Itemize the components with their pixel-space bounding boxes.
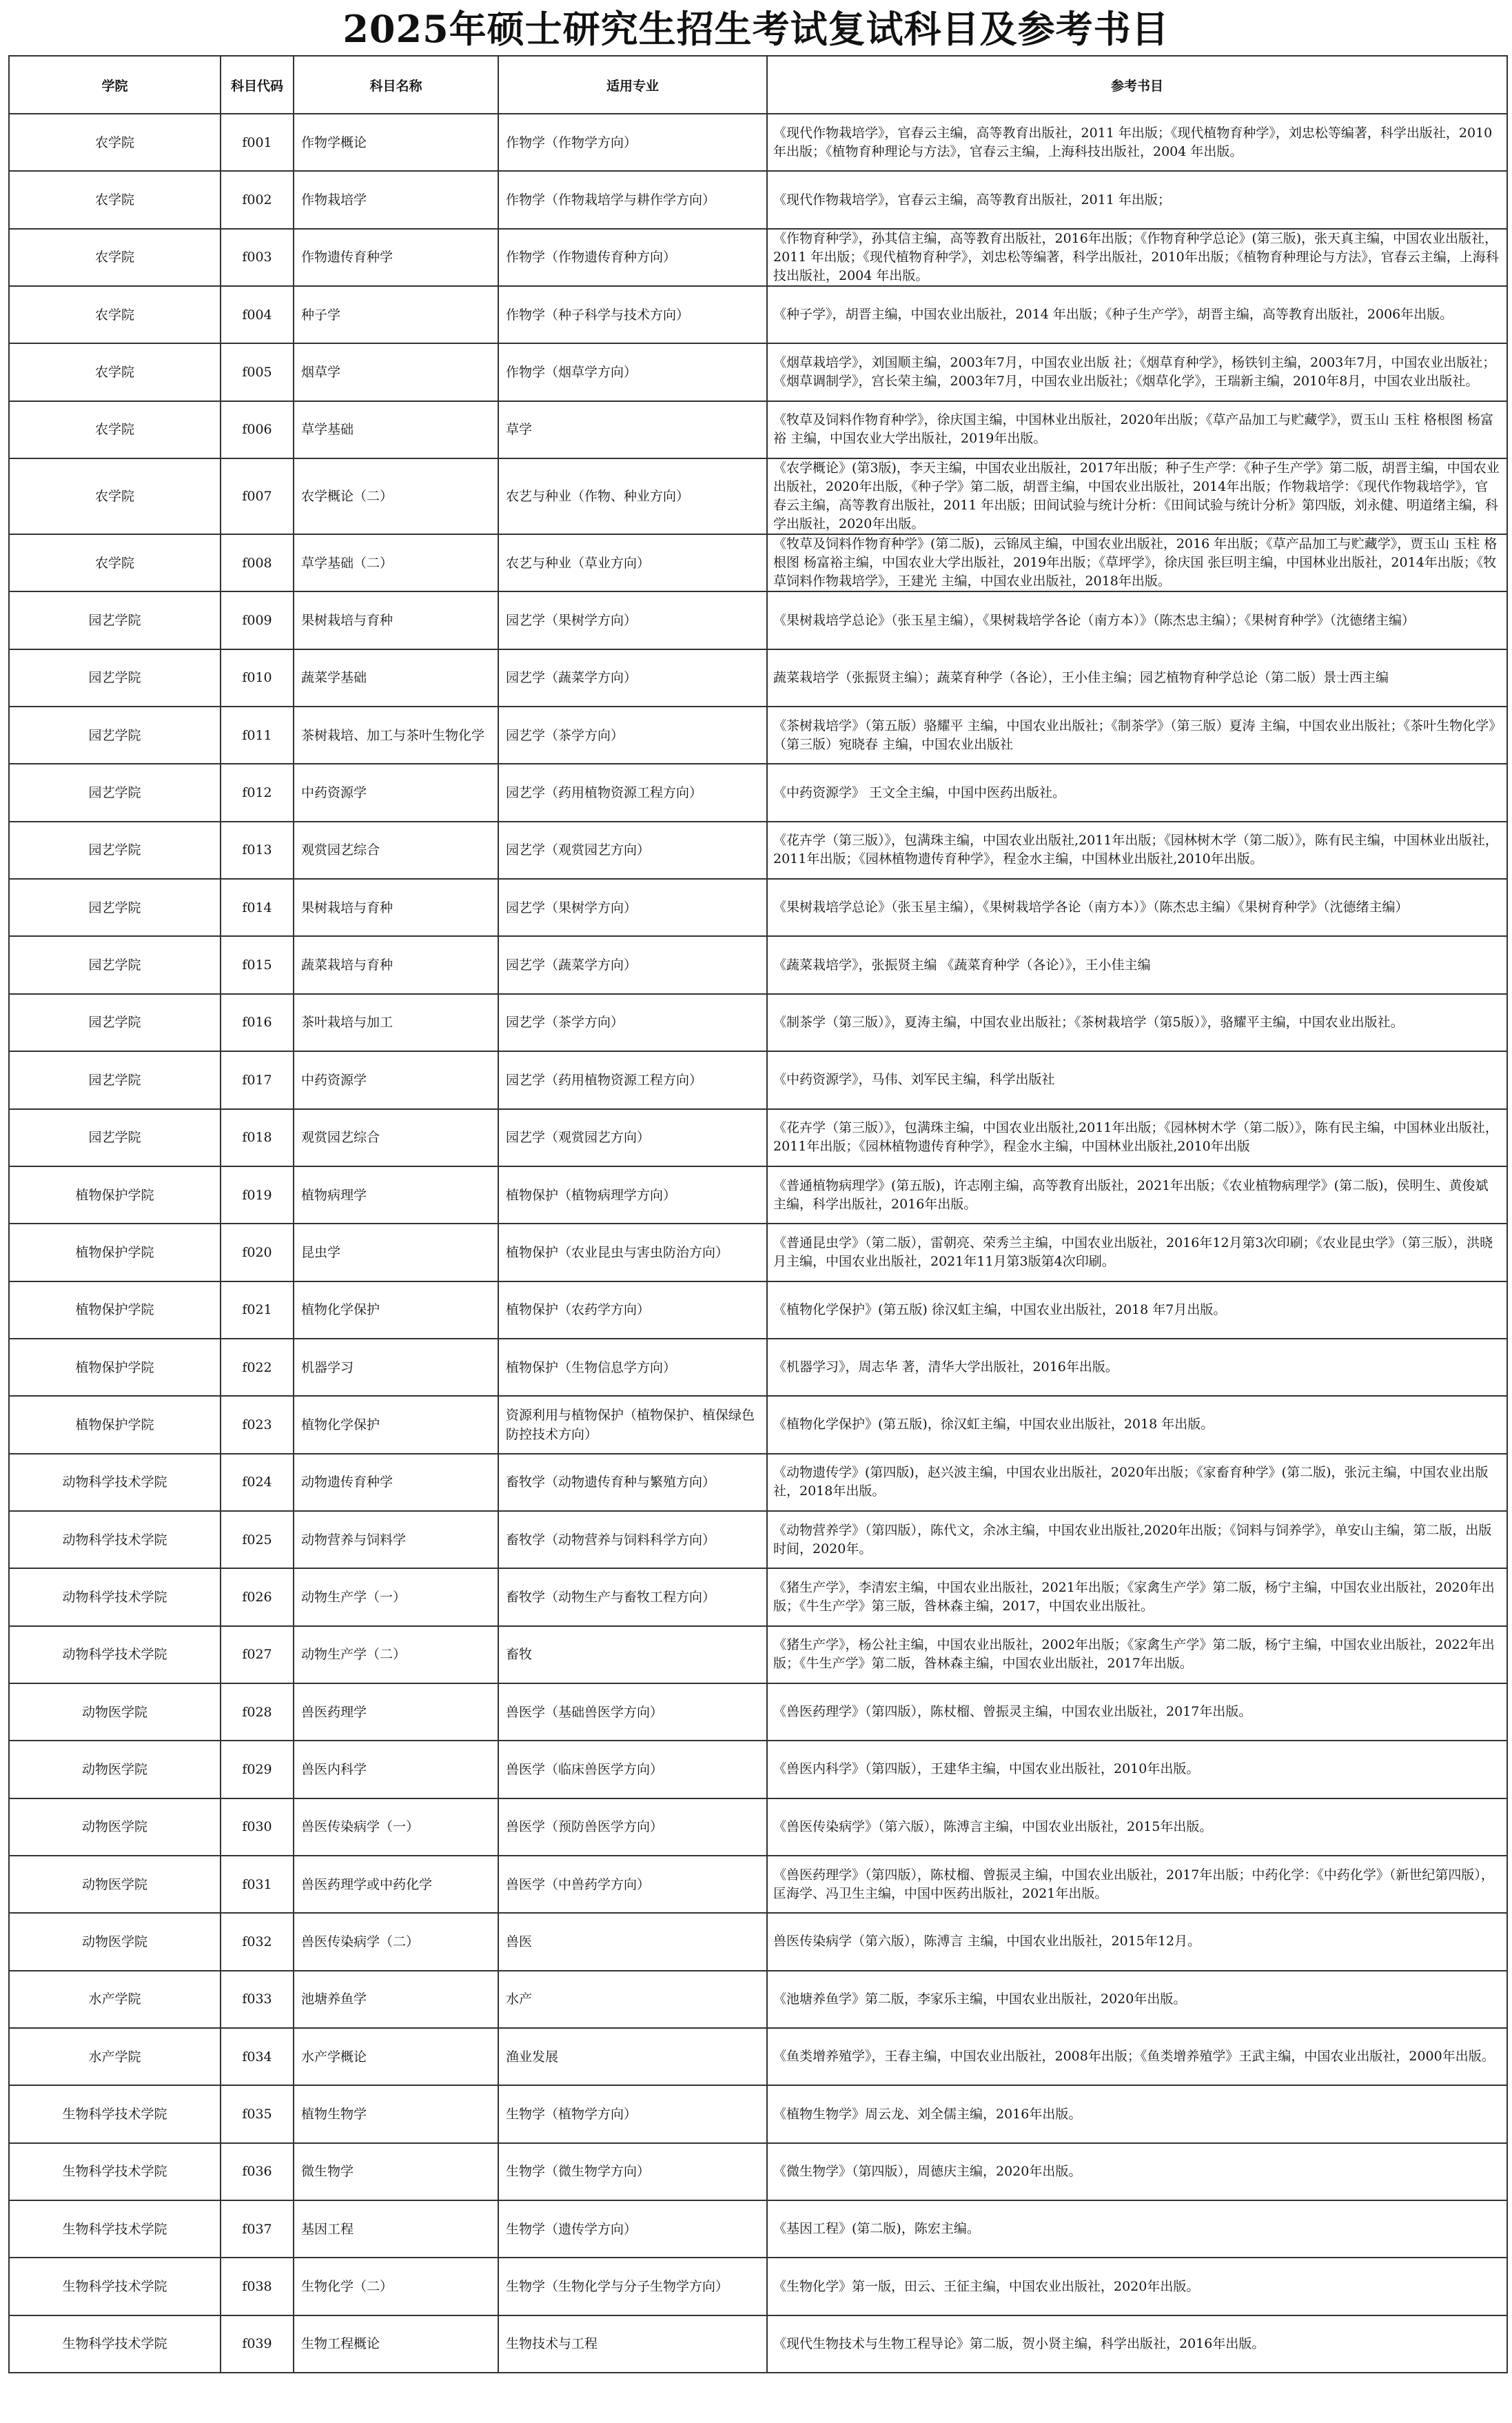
major-cell: 园艺学（蔬菜学方向） — [498, 649, 767, 707]
table-row — [9, 1281, 1507, 1339]
reference-books-cell: 《普通植物病理学》(第五版)，许志刚主编，高等教育出版社，2021年出版；《农业植物病理学》(第二版)，侯明生、黄俊斌主编，科学出版社，2016年出版。 — [767, 1166, 1507, 1224]
table-row — [9, 401, 1507, 458]
subject-code-cell: f015 — [221, 936, 294, 993]
college-cell: 动物科学技术学院 — [9, 1454, 221, 1511]
table-row — [9, 1971, 1507, 2028]
subject-code-cell: f035 — [221, 2085, 294, 2142]
subject-code-cell: f007 — [221, 458, 294, 534]
subject-name-cell: 兽医内科学 — [294, 1741, 498, 1798]
college-cell: 植物保护学院 — [9, 1166, 221, 1224]
major-cell: 园艺学（药用植物资源工程方向） — [498, 1051, 767, 1108]
major-cell: 兽医学（临床兽医学方向） — [498, 1741, 767, 1798]
reference-books-cell: 《果树栽培学总论》（张玉星主编），《果树栽培学各论（南方本）》（陈杰忠主编）《果树育种学》（沈德绪主编） — [767, 879, 1507, 936]
major-cell: 兽医学（基础兽医学方向） — [498, 1683, 767, 1741]
college-cell: 动物科学技术学院 — [9, 1511, 221, 1568]
subject-code-cell: f039 — [221, 2315, 294, 2373]
subject-name-cell: 蔬菜栽培与育种 — [294, 936, 498, 993]
major-cell: 园艺学（果树学方向） — [498, 591, 767, 649]
table-row — [9, 1568, 1507, 1625]
reference-books-cell: 《中药资源学》 王文全主编，中国中医药出版社。 — [767, 764, 1507, 821]
major-cell: 生物学（植物学方向） — [498, 2085, 767, 2142]
header-college: 学院 — [9, 56, 221, 114]
subject-name-cell: 动物遗传育种学 — [294, 1454, 498, 1511]
subject-name-cell: 兽医药理学或中药化学 — [294, 1856, 498, 1913]
reference-books-cell: 《茶树栽培学》（第五版）骆耀平 主编，中国农业出版社；《制茶学》（第三版）夏涛 主编，中国农业出版社；《茶叶生物化学》（第三版）宛晓春 主编，中国农业出版社 — [767, 707, 1507, 764]
college-cell: 动物医学院 — [9, 1683, 221, 1741]
table-row — [9, 2258, 1507, 2315]
reference-books-cell: 蔬菜栽培学（张振贤主编）；蔬菜育种学（各论），王小佳主编；园艺植物育种学总论（第二版）景士西主编 — [767, 649, 1507, 707]
college-cell: 动物医学院 — [9, 1856, 221, 1913]
college-cell: 农学院 — [9, 114, 221, 171]
subject-code-cell: f029 — [221, 1741, 294, 1798]
reference-books-cell: 《植物化学保护》(第五版) 徐汉虹主编，中国农业出版社，2018 年7月出版。 — [767, 1281, 1507, 1339]
reference-books-cell: 《制茶学（第三版）》，夏涛主编，中国农业出版社；《茶树栽培学（第5版）》，骆耀平主编，中国农业出版社。 — [767, 994, 1507, 1051]
major-cell: 作物学（种子科学与技术方向） — [498, 286, 767, 343]
table-row — [9, 2200, 1507, 2258]
reference-books-cell: 《兽医药理学》（第四版），陈杖榴、曾振灵主编，中国农业出版社，2017年出版。 — [767, 1683, 1507, 1741]
reference-books-cell: 《现代生物技术与生物工程导论》第二版，贺小贤主编，科学出版社，2016年出版。 — [767, 2315, 1507, 2373]
subject-code-cell: f008 — [221, 534, 294, 591]
major-cell: 资源利用与植物保护（植物保护、植保绿色防控技术方向） — [498, 1396, 767, 1453]
major-cell: 畜牧学（动物生产与畜牧工程方向） — [498, 1568, 767, 1625]
subject-code-cell: f033 — [221, 1971, 294, 2028]
subject-name-cell: 池塘养鱼学 — [294, 1971, 498, 2028]
table-row — [9, 1798, 1507, 1856]
table-header-row — [9, 56, 1507, 114]
college-cell: 植物保护学院 — [9, 1339, 221, 1396]
reference-books-cell: 《农学概论》(第3版)，李天主编，中国农业出版社，2017年出版；种子生产学：《种子生产学》第二版，胡晋主编，中国农业出版社，2020年出版，《种子学》第二版，胡晋主编，中国农业出版社，2014年出版；作物栽培学：《现代作物栽培学》，官春云主编，高等教育出版社，2011 年出版；田间试验与统计分析：《田间试验与统计分析》第四版，刘永健、明道绪主编，科学出版社，2020年出版。 — [767, 458, 1507, 534]
college-cell: 农学院 — [9, 229, 221, 286]
table-body — [9, 114, 1507, 2373]
college-cell: 园艺学院 — [9, 879, 221, 936]
college-cell: 生物科学技术学院 — [9, 2258, 221, 2315]
major-cell: 兽医学（中兽药学方向） — [498, 1856, 767, 1913]
reference-books-cell: 《牧草及饲料作物育种学》(第二版)，云锦凤主编，中国农业出版社，2016 年出版；《草产品加工与贮藏学》，贾玉山 玉柱 格根图 杨富裕主编，中国农业大学出版社，2019年出版；《草坪学》，徐庆国 张巨明主编，中国林业出版社，2014年出版；《牧草饲料作物栽培学》，王建光 主编，中国农业出版社，2018年出版。 — [767, 534, 1507, 591]
table-row — [9, 171, 1507, 228]
subject-code-cell: f011 — [221, 707, 294, 764]
subject-name-cell: 动物营养与饲料学 — [294, 1511, 498, 1568]
subject-name-cell: 兽医药理学 — [294, 1683, 498, 1741]
subject-code-cell: f019 — [221, 1166, 294, 1224]
subject-code-cell: f020 — [221, 1224, 294, 1281]
major-cell: 园艺学（观赏园艺方向） — [498, 1109, 767, 1166]
reference-books-cell: 《微生物学》（第四版），周德庆主编，2020年出版。 — [767, 2143, 1507, 2200]
major-cell: 作物学（作物学方向） — [498, 114, 767, 171]
reference-table — [8, 55, 1508, 2373]
college-cell: 农学院 — [9, 171, 221, 228]
subject-name-cell: 动物生产学（二） — [294, 1626, 498, 1683]
table-row — [9, 936, 1507, 993]
college-cell: 水产学院 — [9, 1971, 221, 2028]
subject-name-cell: 植物生物学 — [294, 2085, 498, 2142]
reference-books-cell: 《蔬菜栽培学》，张振贤主编 《蔬菜育种学（各论）》，王小佳主编 — [767, 936, 1507, 993]
table-row — [9, 2085, 1507, 2142]
reference-books-cell: 《池塘养鱼学》第二版，李家乐主编，中国农业出版社，2020年出版。 — [767, 1971, 1507, 2028]
subject-name-cell: 植物化学保护 — [294, 1281, 498, 1339]
subject-name-cell: 茶叶栽培与加工 — [294, 994, 498, 1051]
reference-books-cell: 《兽医传染病学》（第六版），陈溥言主编，中国农业出版社，2015年出版。 — [767, 1798, 1507, 1856]
college-cell: 生物科学技术学院 — [9, 2085, 221, 2142]
major-cell: 园艺学（茶学方向） — [498, 994, 767, 1051]
major-cell: 作物学（烟草学方向） — [498, 343, 767, 401]
major-cell: 植物保护（生物信息学方向） — [498, 1339, 767, 1396]
subject-name-cell: 果树栽培与育种 — [294, 879, 498, 936]
subject-name-cell: 蔬菜学基础 — [294, 649, 498, 707]
subject-name-cell: 兽医传染病学（二） — [294, 1913, 498, 1970]
major-cell: 草学 — [498, 401, 767, 458]
table-row — [9, 1339, 1507, 1396]
reference-books-cell: 《动物遗传学》(第四版)，赵兴波主编，中国农业出版社，2020年出版；《家畜育种学》(第二版)，张沅主编，中国农业出版社，2018年出版。 — [767, 1454, 1507, 1511]
college-cell: 园艺学院 — [9, 649, 221, 707]
table-row — [9, 1913, 1507, 1970]
table-row — [9, 534, 1507, 591]
reference-books-cell: 《兽医内科学》（第四版），王建华主编，中国农业出版社，2010年出版。 — [767, 1741, 1507, 1798]
table-row — [9, 649, 1507, 707]
subject-name-cell: 烟草学 — [294, 343, 498, 401]
subject-code-cell: f004 — [221, 286, 294, 343]
table-row — [9, 1051, 1507, 1108]
college-cell: 动物医学院 — [9, 1741, 221, 1798]
college-cell: 园艺学院 — [9, 822, 221, 879]
subject-name-cell: 机器学习 — [294, 1339, 498, 1396]
college-cell: 动物医学院 — [9, 1913, 221, 1970]
subject-code-cell: f036 — [221, 2143, 294, 2200]
subject-code-cell: f025 — [221, 1511, 294, 1568]
reference-books-cell: 兽医传染病学（第六版），陈溥言 主编，中国农业出版社，2015年12月。 — [767, 1913, 1507, 1970]
college-cell: 农学院 — [9, 534, 221, 591]
table-row — [9, 707, 1507, 764]
table-row — [9, 2028, 1507, 2085]
table-row — [9, 1396, 1507, 1453]
subject-code-cell: f014 — [221, 879, 294, 936]
table-row — [9, 822, 1507, 879]
header-major: 适用专业 — [498, 56, 767, 114]
table-row — [9, 114, 1507, 171]
major-cell: 植物保护（植物病理学方向） — [498, 1166, 767, 1224]
subject-code-cell: f024 — [221, 1454, 294, 1511]
table-row — [9, 1454, 1507, 1511]
reference-books-cell: 《果树栽培学总论》（张玉星主编），《果树栽培学各论（南方本）》（陈杰忠主编）；《果树育种学》（沈德绪主编） — [767, 591, 1507, 649]
subject-code-cell: f027 — [221, 1626, 294, 1683]
table-row — [9, 1856, 1507, 1913]
major-cell: 园艺学（观赏园艺方向） — [498, 822, 767, 879]
college-cell: 园艺学院 — [9, 1051, 221, 1108]
table-row — [9, 994, 1507, 1051]
major-cell: 生物学（微生物学方向） — [498, 2143, 767, 2200]
college-cell: 园艺学院 — [9, 764, 221, 821]
major-cell: 生物学（遗传学方向） — [498, 2200, 767, 2258]
college-cell: 动物科学技术学院 — [9, 1568, 221, 1625]
major-cell: 植物保护（农药学方向） — [498, 1281, 767, 1339]
college-cell: 生物科学技术学院 — [9, 2143, 221, 2200]
table-row — [9, 458, 1507, 534]
table-row — [9, 286, 1507, 343]
subject-name-cell: 中药资源学 — [294, 764, 498, 821]
reference-books-cell: 《种子学》，胡晋主编，中国农业出版社，2014 年出版；《种子生产学》，胡晋主编，高等教育出版社，2006年出版。 — [767, 286, 1507, 343]
subject-name-cell: 中药资源学 — [294, 1051, 498, 1108]
subject-name-cell: 茶树栽培、加工与茶叶生物化学 — [294, 707, 498, 764]
college-cell: 植物保护学院 — [9, 1396, 221, 1453]
reference-books-cell: 《作物育种学》，孙其信主编，高等教育出版社，2016年出版；《作物育种学总论》(第三版)，张天真主编，中国农业出版社，2011 年出版；《现代植物育种学》，刘忠松等编著，科学出版社，2010年出版；《植物育种理论与方法》，官春云主编，上海科技出版社，2004 年出版。 — [767, 229, 1507, 286]
reference-books-cell: 《兽医药理学》（第四版），陈杖榴、曾振灵主编，中国农业出版社，2017年出版；中药化学：《中药化学》（新世纪第四版），匡海学、冯卫生主编，中国中医药出版社，2021年出版。 — [767, 1856, 1507, 1913]
subject-name-cell: 生物工程概论 — [294, 2315, 498, 2373]
table-row — [9, 1626, 1507, 1683]
reference-books-cell: 《植物生物学》周云龙、刘全儒主编，2016年出版。 — [767, 2085, 1507, 2142]
subject-name-cell: 动物生产学（一） — [294, 1568, 498, 1625]
reference-books-cell: 《花卉学（第三版）》，包满珠主编，中国农业出版社,2011年出版；《园林树木学（第二版）》，陈有民主编，中国林业出版社，2011年出版；《园林植物遗传育种学》，程金水主编，中国林业出版社,2010年出版。 — [767, 822, 1507, 879]
subject-name-cell: 作物遗传育种学 — [294, 229, 498, 286]
college-cell: 植物保护学院 — [9, 1224, 221, 1281]
table-row — [9, 2143, 1507, 2200]
subject-code-cell: f017 — [221, 1051, 294, 1108]
college-cell: 水产学院 — [9, 2028, 221, 2085]
subject-name-cell: 水产学概论 — [294, 2028, 498, 2085]
table-row — [9, 1511, 1507, 1568]
subject-code-cell: f034 — [221, 2028, 294, 2085]
major-cell: 作物学（作物栽培学与耕作学方向） — [498, 171, 767, 228]
subject-code-cell: f031 — [221, 1856, 294, 1913]
subject-name-cell: 基因工程 — [294, 2200, 498, 2258]
major-cell: 畜牧学（动物营养与饲料科学方向） — [498, 1511, 767, 1568]
table-row — [9, 2315, 1507, 2373]
college-cell: 生物科学技术学院 — [9, 2200, 221, 2258]
subject-code-cell: f012 — [221, 764, 294, 821]
subject-code-cell: f021 — [221, 1281, 294, 1339]
subject-name-cell: 作物栽培学 — [294, 171, 498, 228]
table-row — [9, 1683, 1507, 1741]
subject-code-cell: f030 — [221, 1798, 294, 1856]
reference-books-cell: 《普通昆虫学》（第二版），雷朝亮、荣秀兰主编，中国农业出版社，2016年12月第3次印刷；《农业昆虫学》（第三版），洪晓月主编，中国农业出版社，2021年11月第3版第4次印刷。 — [767, 1224, 1507, 1281]
subject-name-cell: 草学基础 — [294, 401, 498, 458]
subject-code-cell: f010 — [221, 649, 294, 707]
college-cell: 园艺学院 — [9, 707, 221, 764]
college-cell: 农学院 — [9, 458, 221, 534]
subject-code-cell: f001 — [221, 114, 294, 171]
subject-name-cell: 观赏园艺综合 — [294, 1109, 498, 1166]
subject-code-cell: f038 — [221, 2258, 294, 2315]
major-cell: 生物技术与工程 — [498, 2315, 767, 2373]
subject-code-cell: f018 — [221, 1109, 294, 1166]
major-cell: 畜牧学（动物遗传育种与繁殖方向） — [498, 1454, 767, 1511]
college-cell: 动物医学院 — [9, 1798, 221, 1856]
subject-name-cell: 植物病理学 — [294, 1166, 498, 1224]
reference-books-cell: 《基因工程》(第二版)，陈宏主编。 — [767, 2200, 1507, 2258]
header-subject-code: 科目代码 — [221, 56, 294, 114]
subject-code-cell: f032 — [221, 1913, 294, 1970]
subject-name-cell: 生物化学（二） — [294, 2258, 498, 2315]
major-cell: 园艺学（药用植物资源工程方向） — [498, 764, 767, 821]
page-title: 2025年硕士研究生招生考试复试科目及参考书目 — [343, 7, 1169, 51]
major-cell: 兽医 — [498, 1913, 767, 1970]
table-row — [9, 591, 1507, 649]
reference-books-cell: 《花卉学（第三版）》，包满珠主编，中国农业出版社,2011年出版；《园林树木学（第二版）》，陈有民主编，中国林业出版社，2011年出版；《园林植物遗传育种学》，程金水主编，中国林业出版社,2010年出版 — [767, 1109, 1507, 1166]
major-cell: 农艺与种业（作物、种业方向） — [498, 458, 767, 534]
reference-books-cell: 《烟草栽培学》，刘国顺主编，2003年7月，中国农业出版 社；《烟草育种学》，杨铁钊主编，2003年7月，中国农业出版社；《烟草调制学》，宫长荣主编，2003年7月，中国农业出版社；《烟草化学》，王瑞新主编，2010年8月，中国农业出版社。 — [767, 343, 1507, 401]
college-cell: 园艺学院 — [9, 591, 221, 649]
table-row — [9, 343, 1507, 401]
college-cell: 园艺学院 — [9, 994, 221, 1051]
college-cell: 农学院 — [9, 401, 221, 458]
major-cell: 园艺学（果树学方向） — [498, 879, 767, 936]
reference-books-cell: 《中药资源学》，马伟、刘军民主编，科学出版社 — [767, 1051, 1507, 1108]
reference-books-cell: 《鱼类增养殖学》，王春主编，中国农业出版社，2008年出版；《鱼类增养殖学》王武主编，中国农业出版社，2000年出版。 — [767, 2028, 1507, 2085]
college-cell: 动物科学技术学院 — [9, 1626, 221, 1683]
subject-name-cell: 昆虫学 — [294, 1224, 498, 1281]
subject-code-cell: f003 — [221, 229, 294, 286]
major-cell: 畜牧 — [498, 1626, 767, 1683]
subject-name-cell: 植物化学保护 — [294, 1396, 498, 1453]
subject-name-cell: 果树栽培与育种 — [294, 591, 498, 649]
header-subject-name: 科目名称 — [294, 56, 498, 114]
table-row — [9, 1166, 1507, 1224]
table-row — [9, 879, 1507, 936]
reference-books-cell: 《猪生产学》，杨公社主编，中国农业出版社，2002年出版；《家禽生产学》第二版，杨宁主编，中国农业出版社，2022年出版；《牛生产学》第二版，昝林森主编，中国农业出版社，2017年出版。 — [767, 1626, 1507, 1683]
subject-code-cell: f002 — [221, 171, 294, 228]
college-cell: 园艺学院 — [9, 1109, 221, 1166]
college-cell: 农学院 — [9, 343, 221, 401]
major-cell: 渔业发展 — [498, 2028, 767, 2085]
subject-name-cell: 兽医传染病学（一） — [294, 1798, 498, 1856]
table-row — [9, 1109, 1507, 1166]
reference-books-cell: 《猪生产学》，李清宏主编，中国农业出版社，2021年出版；《家禽生产学》第二版，杨宁主编，中国农业出版社，2020年出版；《牛生产学》第三版，昝林森主编，2017，中国农业出版社。 — [767, 1568, 1507, 1625]
subject-name-cell: 作物学概论 — [294, 114, 498, 171]
college-cell: 生物科学技术学院 — [9, 2315, 221, 2373]
college-cell: 园艺学院 — [9, 936, 221, 993]
subject-code-cell: f022 — [221, 1339, 294, 1396]
header-reference-books: 参考书目 — [767, 56, 1507, 114]
reference-books-cell: 《现代作物栽培学》，官春云主编，高等教育出版社，2011 年出版； — [767, 171, 1507, 228]
subject-code-cell: f005 — [221, 343, 294, 401]
reference-books-cell: 《现代作物栽培学》，官春云主编，高等教育出版社，2011 年出版；《现代植物育种学》，刘忠松等编著，科学出版社，2010年出版；《植物育种理论与方法》，官春云主编，上海科技出版社，2004 年出版。 — [767, 114, 1507, 171]
subject-code-cell: f028 — [221, 1683, 294, 1741]
major-cell: 园艺学（茶学方向） — [498, 707, 767, 764]
college-cell: 植物保护学院 — [9, 1281, 221, 1339]
subject-name-cell: 草学基础（二） — [294, 534, 498, 591]
major-cell: 农艺与种业（草业方向） — [498, 534, 767, 591]
major-cell: 生物学（生物化学与分子生物学方向） — [498, 2258, 767, 2315]
subject-code-cell: f009 — [221, 591, 294, 649]
subject-code-cell: f026 — [221, 1568, 294, 1625]
major-cell: 作物学（作物遗传育种方向） — [498, 229, 767, 286]
table-row — [9, 764, 1507, 821]
reference-books-cell: 《牧草及饲料作物育种学》，徐庆国主编，中国林业出版社，2020年出版；《草产品加工与贮藏学》，贾玉山 玉柱 格根图 杨富裕 主编，中国农业大学出版社，2019年出版。 — [767, 401, 1507, 458]
table-row — [9, 1741, 1507, 1798]
subject-code-cell: f016 — [221, 994, 294, 1051]
reference-books-cell: 《生物化学》第一版，田云、王征主编，中国农业出版社，2020年出版。 — [767, 2258, 1507, 2315]
table-row — [9, 229, 1507, 286]
reference-books-cell: 《机器学习》，周志华 著，清华大学出版社，2016年出版。 — [767, 1339, 1507, 1396]
subject-name-cell: 观赏园艺综合 — [294, 822, 498, 879]
subject-name-cell: 种子学 — [294, 286, 498, 343]
table-row — [9, 1224, 1507, 1281]
major-cell: 园艺学（蔬菜学方向） — [498, 936, 767, 993]
major-cell: 兽医学（预防兽医学方向） — [498, 1798, 767, 1856]
subject-name-cell: 微生物学 — [294, 2143, 498, 2200]
major-cell: 植物保护（农业昆虫与害虫防治方向） — [498, 1224, 767, 1281]
subject-code-cell: f013 — [221, 822, 294, 879]
subject-code-cell: f037 — [221, 2200, 294, 2258]
subject-name-cell: 农学概论（二） — [294, 458, 498, 534]
subject-code-cell: f023 — [221, 1396, 294, 1453]
college-cell: 农学院 — [9, 286, 221, 343]
reference-books-cell: 《动物营养学》（第四版），陈代文，余冰主编，中国农业出版社,2020年出版；《饲料与饲养学》，单安山主编，第二版，出版时间，2020年。 — [767, 1511, 1507, 1568]
major-cell: 水产 — [498, 1971, 767, 2028]
subject-code-cell: f006 — [221, 401, 294, 458]
reference-books-cell: 《植物化学保护》(第五版)，徐汉虹主编，中国农业出版社，2018 年出版。 — [767, 1396, 1507, 1453]
